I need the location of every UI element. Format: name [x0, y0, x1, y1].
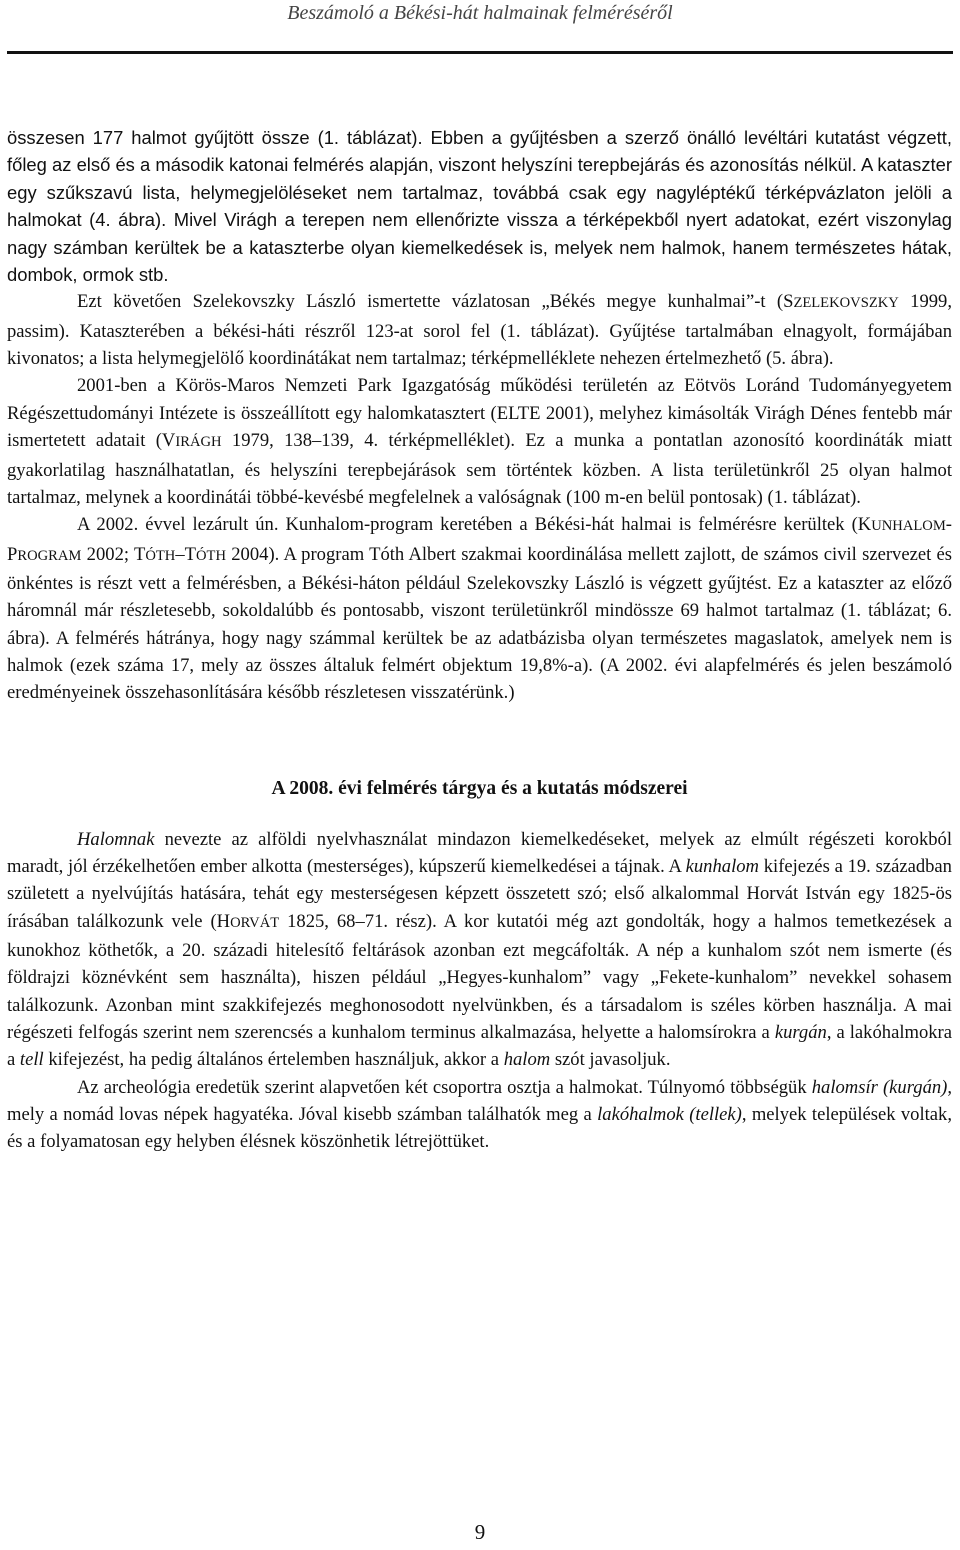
header-rule — [7, 51, 953, 54]
paragraph-3 — [7, 372, 952, 511]
text-run: nevezte az alföldi nyelvhasználat mindazon kiemelkedéseket, melyek az elmúlt régészeti korokból maradt, jól érzékelhetően ember alkotta (mesterséges), kúpszerű kiemelkedései a tájnak. A — [7, 828, 952, 877]
italic-term: kurgán — [774, 1022, 827, 1043]
text-run: A 2002. évvel lezárult ún. Kunhalom-program keretében a Békési-hát halmai is felmérésre kerültek (K — [77, 514, 872, 536]
small-caps-author: ORVÁT — [230, 914, 280, 931]
section-heading: A 2008. évi felmérés tárgya és a kutatás módszerei — [271, 777, 688, 799]
text-run: kifejezést, ha pedig általános értelemben használjuk, akkor a — [43, 1049, 504, 1071]
small-caps-author: ROGRAM — [17, 547, 82, 564]
paragraph-1-text: összesen 177 halmot gyűjtött össze (1. táblázat). Ebben a gyűjtésben a szerző önálló levéltári kutatást végzett, főleg az első és a második katonai felmérés alapján, viszont helyszíni terepbejárás és azonosítás nélkül. A kataszter egy szűkszavú lista, helymegjelöléseket nem tartalmaz, továbbá csak egy nagyléptékű térképvázlaton jelöli a halmokat (4. ábra). Mivel Virágh a terepen nem ellenőrizte vissza a térképekből nyert adatokat, ezért viszonylag nagy számban kerültek be a kataszterbe olyan kiemelkedések is, melyek nem halmok, hanem természetes hátak, dombok, ormok stb. — [7, 127, 952, 286]
italic-term: kunhalom — [685, 855, 759, 877]
text-run: Az archeológia eredetük szerint alapvetően két csoportra osztja a halmokat. Túlnyomó többségük — [77, 1076, 812, 1098]
page-header — [0, 0, 960, 54]
text-run: , mely a nomád lovas népek hagyatéka. Jóval kisebb számban találhatók meg a — [7, 1076, 953, 1126]
text-run: Ezt követően Szelekovszky László ismertette vázlatosan „Békés megye kunhalmai”-t (S — [77, 291, 794, 313]
italic-term: tell — [19, 1049, 44, 1071]
page-number: 9 — [474, 1520, 486, 1544]
document-body — [7, 124, 952, 1156]
small-caps-author: IRÁGH — [175, 434, 222, 451]
small-caps-author: ÓTH — [145, 547, 176, 564]
running-title: Beszámoló a Békési-hát halmainak felméréséről — [287, 2, 673, 24]
text-run: 2001-ben a Körös-Maros Nemzeti Park Igazgatóság működési területén az Eötvös Loránd Tudományegyetem Régészettudományi Intézete is összeállított egy halomkatasztert (ELTE 2001), melyhez kimásolták Virágh Dénes fentebb már ismertetett adatait (V — [7, 375, 952, 452]
small-caps-author: ÓTH — [195, 547, 226, 564]
italic-term: lakóhalmok (tellek) — [597, 1104, 742, 1126]
italic-term: halom — [503, 1049, 551, 1071]
text-run: 1979, 138–139, 4. térképmelléklet). Ez a munka a pontatlan azonosító koordináták miatt gyakorlatilag használhatatlan, és helyszíni terepbejárások sem történtek közben. A lista területünkről 25 olyan halmot tartalmaz, melynek a koordinátái többé-kevésbé megfelelnek a valóságnak (100 m-en belül pontosak) (1. táblázat). — [7, 430, 952, 508]
small-caps-author: UNHALOM — [871, 518, 946, 535]
text-run: 1825, 68–71. rész). A kor kutatói még azt gondolták, hogy a halmos temetkezések a kunokhoz köthetők, a 20. századi hitelesítő feltárások azonban ezt megcáfolták. A nép a kunhalom szót nem ismerte (és földrajzi köznévként sem használta), hiszen például „Hegyes-kunhalom” vagy „Fekete-kunhalom” nevekkel sohasem találkozunk. Azonban mint szakkifejezés meghonosodott nyelvünkben, és a társadalom is széles körben használja. A mai régészeti felfogás szerint nem szerencsés a kunhalom terminus alkalmazása, helyette a halomsírokra a — [7, 910, 952, 1043]
text-run: szót javasoljuk. — [550, 1049, 671, 1071]
text-run: 2004). A program Tóth Albert szakmai koordinálása mellett zajlott, de számos civil szervezet és önkéntes is részt vett a felmérésben, a Békési-háton például Szelekovszky László is végzett gyűjtést. Ez a kataszter az előző háromnál már részletesebb, sokoldalúbb és pontosabb, viszont területünkről mindössze 69 halmot tartalmaz (1. táblázat; 6. ábra). A felmérés hátránya, hogy nagy számmal kerültek be az adatbázisba olyan természetes magaslatok, amelyek nem is halmok (ezek száma 17, mely az összes általuk felmért objektum 19,8%-a). (A 2002. évi alapfelmérés és jelen beszámoló eredményeinek összehasonlítására később részletesen visszatérünk.) — [7, 543, 952, 704]
text-run: kifejezés a 19. században született a nyelvújítás hatására, tehát egy mesterségesen képzett összetett szó; első alkalommal Horvát István egy 1825-ös írásában találkozunk vele (H — [7, 855, 952, 932]
text-run: –T — [175, 543, 196, 565]
paragraph-5 — [7, 826, 952, 1074]
small-caps-author: ZELEKOVSZKY — [793, 295, 899, 312]
paragraph-2 — [7, 288, 952, 372]
italic-term: Halomnak — [77, 828, 155, 850]
paragraph-6 — [7, 1074, 952, 1156]
text-run: , melyek települések voltak, és a folyamatosan egy helyben élésnek köszönhetik létrejöttüket. — [7, 1104, 952, 1153]
italic-term: halomsír (kurgán) — [811, 1076, 948, 1098]
text-run: -P — [7, 514, 952, 565]
text-run: 2002; T — [81, 543, 146, 565]
paragraph-1 — [7, 124, 952, 288]
text-run: , a lakóhalmokra a — [7, 1022, 952, 1071]
text-run: 1999, passim). Kataszterében a békési-háti részről 123-at sorol fel (1. táblázat). Gyűjtése tartalmában elnagyolt, formájában kivonatos; a lista helymegjelölő koordinátákat nem tartalmaz; térképmelléklete nehezen értelmezhető (5. ábra). — [7, 291, 952, 370]
paragraph-4 — [7, 511, 952, 706]
